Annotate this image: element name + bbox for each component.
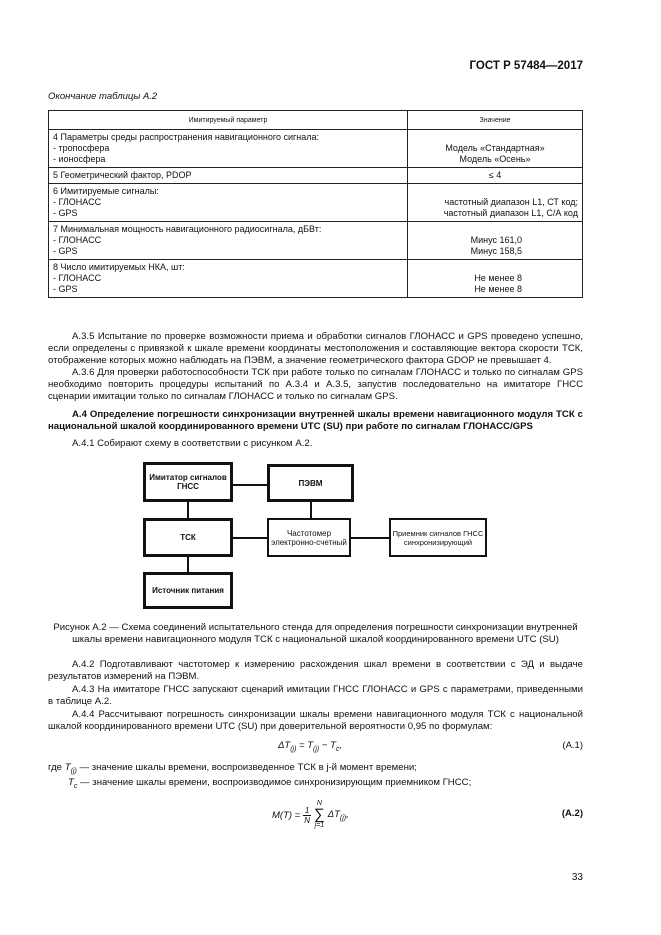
table-caption: Окончание таблицы А.2 (48, 91, 158, 102)
gnss-simulator-box: Имитатор сигналов ГНСС (143, 462, 233, 502)
paragraph-a42: А.4.2 Подготавливают частотомер к измерению расхождения шкал времени в соответствии с ЭД и выдаче результатов измерений на ПЭВМ. (48, 659, 583, 682)
table-row (49, 260, 583, 298)
param-cell: 6 Имитируемые сигналы: - ГЛОНАСС - GPS (49, 184, 408, 222)
table-header-row (49, 111, 583, 130)
paragraph-a36: А.3.6 Для проверки работоспособности ТСК при работе только по сигналам ГЛОНАСС и только по сигналам GPS необходимо повторить процедуры испытаний по А.3.4 и А.3.5, запустив последовательно на имитаторе ГНСС сценарии имитации только по сигналам ГЛОНАСС и только по сигналам GPS. (48, 367, 583, 402)
definition-tj: где $T_{(j)}$ — значение шкалы времени, воспроизведенное ТСК в j-й момент времени; (48, 762, 417, 775)
equation-a2: M(T) = $\frac{1}{N}$ N ∑ j=1 $\Delta T_{(j)}$, (272, 800, 349, 829)
connector-line (232, 484, 268, 486)
value-cell: Минус 161,0 Минус 158,5 (408, 222, 583, 260)
table-row (49, 222, 583, 260)
param-cell: 8 Число имитируемых НКА, шт: - ГЛОНАСС - GPS (49, 260, 408, 298)
tsk-box: ТСК (143, 518, 233, 557)
equation-number-a1: (А.1) (562, 740, 583, 751)
parameters-table (48, 110, 583, 298)
connector-line (232, 537, 268, 539)
section-heading-a4: А.4 Определение погрешности синхронизации внутренней шкалы времени навигационного модуля ТСК с национальной шкалой координированного времени UTC (SU) при работе по сигналам ГЛОНАСС/GPS (48, 409, 583, 432)
param-cell: 7 Минимальная мощность навигационного радиосигнала, дБВт: - ГЛОНАСС - GPS (49, 222, 408, 260)
power-supply-box: Источник питания (143, 572, 233, 609)
standard-number: ГОСТ Р 57484—2017 (469, 60, 583, 72)
value-cell: ≤ 4 (408, 168, 583, 184)
connector-line (350, 537, 390, 539)
value-cell: Модель «Стандартная» Модель «Осень» (408, 130, 583, 168)
connector-line (310, 500, 312, 520)
param-cell: 5 Геометрический фактор, PDOP (49, 168, 408, 184)
connector-line (187, 555, 189, 573)
figure-caption: Рисунок А.2 — Схема соединений испытательного стенда для определения погрешности синхронизации внутренней шкалы времени навигационного модуля ТСК с национальной шкалой координированного времени UTC (SU) (53, 622, 578, 645)
table-row (49, 184, 583, 222)
value-cell: Не менее 8 Не менее 8 (408, 260, 583, 298)
col-header-value: Значение (408, 111, 583, 130)
frequency-counter-box: Частотомер электронно-счетный (267, 518, 351, 557)
connector-line (187, 500, 189, 520)
pc-box: ПЭВМ (267, 464, 354, 502)
paragraph-a43: А.4.3 На имитаторе ГНСС запускают сценарий имитации ГНСС ГЛОНАСС и GPS с параметрами, приведенными в таблице А.2. (48, 684, 583, 707)
equation-number-a2: (А.2) (561, 808, 583, 819)
paragraph-a35: А.3.5 Испытание по проверке возможности приема и обработки сигналов ГЛОНАСС и GPS проведено успешно, если определены с привязкой к шкале времени координаты местоположения и составляющие вектора скорости ТСК, отображение которых можно наблюдать на ПЭВМ, а значение геометрического фактора GDOP не превышает 4. (48, 331, 583, 366)
page-number: 33 (571, 872, 583, 883)
value-cell: частотный диапазон L1, СТ код; частотный диапазон L1, С/А код (408, 184, 583, 222)
param-cell: 4 Параметры среды распространения навигационного сигнала: - тропосфера - ионосфера (49, 130, 408, 168)
table-row (49, 168, 583, 184)
equation-a1: $\Delta T_{(j)} = T_{(j)} - T_c$, (278, 740, 343, 753)
paragraph-a41: А.4.1 Собирают схему в соответствии с рисунком А.2. (72, 438, 313, 449)
paragraph-a44: А.4.4 Рассчитывают погрешность синхронизации шкалы времени навигационного модуля ТСК с национальной шкалой координированного времени UTC (SU) при доверительной вероятности 0,95 по формулам: (48, 709, 583, 732)
definition-tc: $T_c$ — значение шкалы времени, воспроизводимое синхронизирующим приемником ГНСС; (68, 777, 472, 790)
col-header-param: Имитируемый параметр (49, 111, 408, 130)
table-row (49, 130, 583, 168)
gnss-receiver-box: Приемник сигналов ГНСС синхронизирующий (389, 518, 487, 557)
